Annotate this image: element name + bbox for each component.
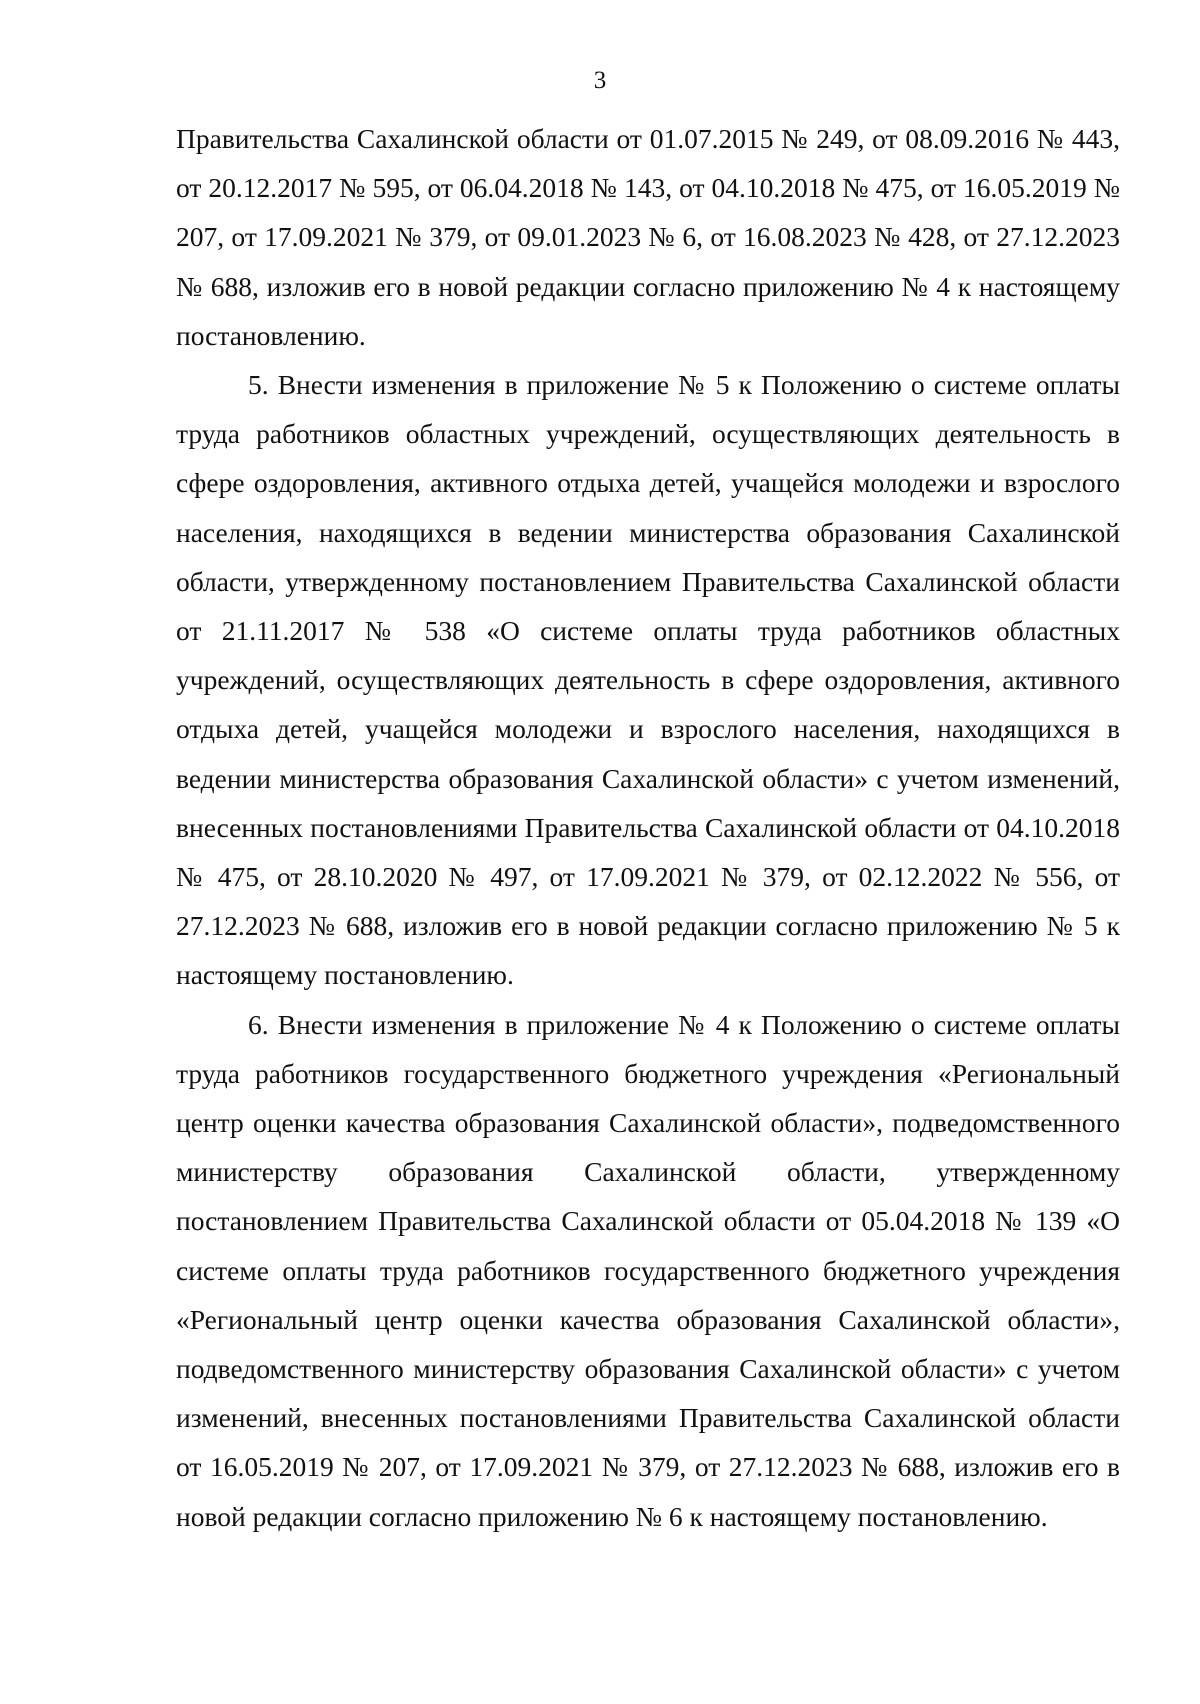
document-body	[176, 114, 1120, 1541]
paragraph-continuation: Правительства Сахалинской области от 01.07.2015 № 249, от 08.09.2016 № 443, от 20.12.2017 № 595, от 06.04.2018 № 143, от 04.10.2018 № 475, от 16.05.2019 № 207, от 17.09.2021 № 379, от 09.01.2023 № 6, от 16.08.2023 № 428, от 27.12.2023 № 688, изложив его в новой редакции согласно приложению № 4 к настоящему постановлению.	[176, 123, 1120, 351]
paragraph-item-5: 5. Внести изменения в приложение № 5 к Положению о системе оплаты труда работников областных учреждений, осуществляющих деятельность в сфере оздоровления, активного отдыха детей, учащейся молодежи и взрослого населения, находящихся в ведении министерства образования Сахалинской области, утвержденному постановлением Правительства Сахалинской области от 21.11.2017 № 538 «О системе оплаты труда работников областных учреждений, осуществляющих деятельность в сфере оздоровления, активного отдыха детей, учащейся молодежи и взрослого населения, находящихся в ведении министерства образования Сахалинской области» с учетом изменений, внесенных постановлениями Правительства Сахалинской области от 04.10.2018 № 475, от 28.10.2020 № 497, от 17.09.2021 № 379, от 02.12.2022 № 556, от 27.12.2023 № 688, изложив его в новой редакции согласно приложению № 5 к настоящему постановлению.	[176, 369, 1120, 991]
page-number: 3	[593, 67, 607, 94]
paragraph-item-6: 6. Внести изменения в приложение № 4 к Положению о системе оплаты труда работников государственного бюджетного учреждения «Региональный центр оценки качества образования Сахалинской области», подведомственного министерству образования Сахалинской области, утвержденному постановлением Правительства Сахалинской области от 05.04.2018 № 139 «О системе оплаты труда работников государственного бюджетного учреждения «Региональный центр оценки качества образования Сахалинской области», подведомственного министерству образования Сахалинской области» с учетом изменений, внесенных постановлениями Правительства Сахалинской области от 16.05.2019 № 207, от 17.09.2021 № 379, от 27.12.2023 № 688, изложив его в новой редакции согласно приложению № 6 к настоящему постановлению.	[176, 1008, 1120, 1532]
